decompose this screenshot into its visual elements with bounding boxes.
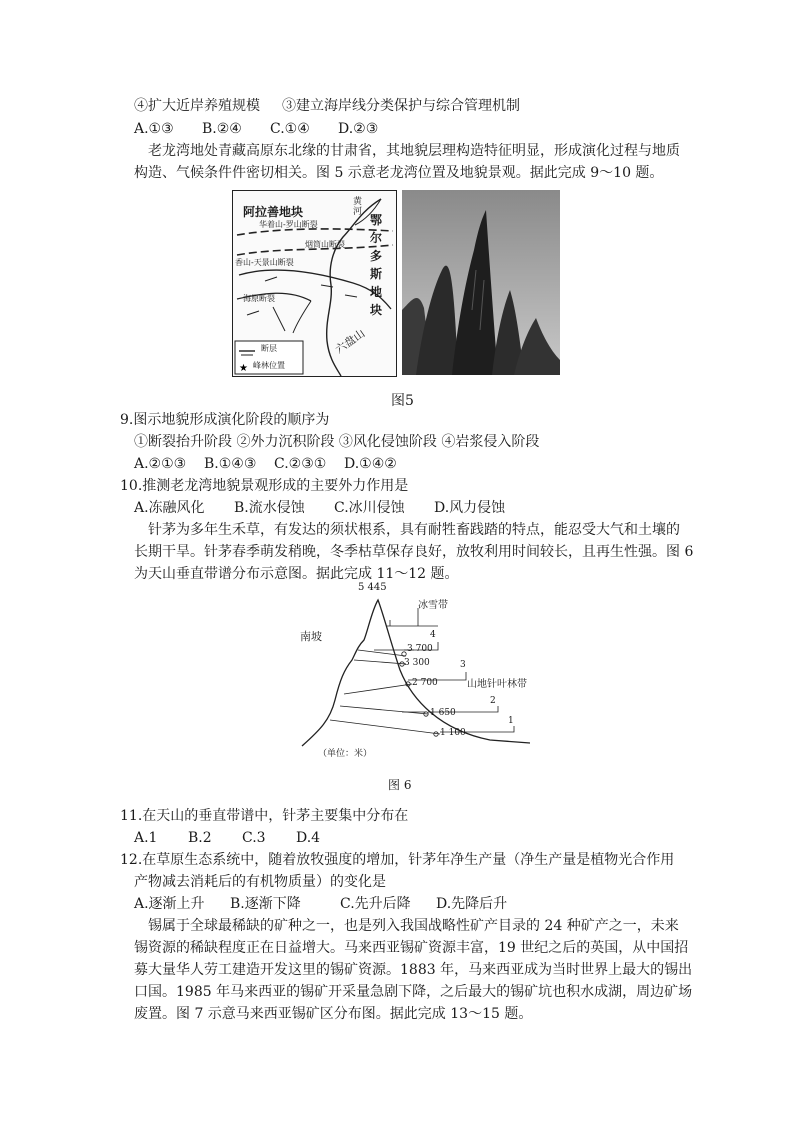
question-9-items: ①断裂抬升阶段 ②外力沉积阶段 ③风化侵蚀阶段 ④岩浆侵入阶段	[134, 434, 540, 450]
question-9-options: A.②①③ B.①④③ C.②③① D.①④②	[134, 456, 397, 472]
legend-label: 峰林位置	[253, 361, 285, 370]
passage-paragraph: 老龙湾地处青藏高原东北缘的甘肃省，其地貌层理构造特征明显，形成演化过程与地质	[148, 143, 680, 159]
question-9: 9.图示地貌形成演化阶段的顺序为	[120, 412, 330, 428]
altitude-label: 1 100	[440, 728, 466, 738]
question-12: 产物减去消耗后的有机物质量）的变化是	[134, 874, 386, 890]
passage-paragraph: 锡资源的稀缺程度正在日益增大。马来西亚锡矿资源丰富，19 世纪之后的英国，从中国招	[134, 940, 689, 956]
band-label: 冰雪带	[418, 600, 448, 611]
figure-6-diagram	[290, 580, 530, 770]
passage-paragraph: 构造、气候条件件密切相关。图 5 示意老龙湾位置及地貌景观。据此完成 9～10 题。	[134, 165, 664, 181]
peak-altitude: 5 445	[358, 582, 387, 593]
map-label: 阿拉善地块	[243, 205, 304, 219]
passage-paragraph: 针茅为多年生禾草，有发达的须状根系，具有耐牲畜践踏的特点，能忍受大气和土壤的	[148, 522, 680, 538]
altitude-label: 1 650	[430, 708, 456, 718]
map-label: 黄河	[353, 197, 363, 217]
band-number: 1	[508, 716, 514, 726]
altitude-label: 3 300	[404, 658, 430, 668]
altitude-label: 3 700	[407, 644, 433, 654]
star-icon: ★	[239, 363, 248, 374]
passage-paragraph: 长期干旱。针茅春季萌发稍晚，冬季枯草保存良好，放牧利用时间较长，且再生性强。图 6	[134, 544, 694, 560]
figure-5-photo	[402, 190, 560, 375]
question-10: 10.推测老龙湾地貌景观形成的主要外力作用是	[120, 478, 409, 494]
question-11: 11.在天山的垂直带谱中，针茅主要集中分布在	[120, 808, 409, 824]
map-label: 烟筒山断裂	[305, 240, 345, 249]
question-10-options: A.冻融风化 B.流水侵蚀 C.冰川侵蚀 D.风力侵蚀	[134, 500, 506, 516]
figure-5-map	[232, 190, 397, 377]
band-number: 2	[490, 696, 496, 706]
band-number: 3	[460, 660, 466, 670]
band-label: 山地针叶林带	[467, 679, 527, 690]
map-label: 六盘山	[332, 326, 368, 357]
unit-label: （单位：米）	[318, 749, 373, 759]
map-label: 海原断裂	[243, 294, 275, 303]
slope-label: 南坡	[300, 630, 322, 643]
legend-label: 断层	[261, 344, 277, 353]
passage-paragraph: 锡属于全球最稀缺的矿种之一，也是列入我国战略性矿产目录的 24 种矿产之一，未来	[148, 918, 679, 934]
map-label: 鄂尔多斯地块	[370, 213, 383, 317]
option-4-text: ④扩大近岸养殖规模 ③建立海岸线分类保护与综合管理机制	[134, 98, 520, 114]
figure-6-caption: 图 6	[388, 778, 412, 792]
passage-paragraph: 废置。图 7 示意马来西亚锡矿区分布图。据此完成 13～15 题。	[134, 1006, 533, 1022]
question-11-options: A.1 B.2 C.3 D.4	[134, 830, 321, 846]
passage-paragraph: 口国。1985 年马来西亚的锡矿开采量急剧下降，之后最大的锡矿坑也积水成湖，周边矿场	[134, 984, 693, 1000]
band-number: 4	[430, 630, 436, 640]
question-12: 12.在草原生态系统中，随着放牧强度的增加，针茅年净生产量（净生产量是植物光合作用	[120, 852, 675, 868]
map-label: 华着山-罗山断裂	[259, 220, 318, 229]
map-label: 香山-天景山断裂	[235, 258, 294, 267]
passage-paragraph: 为天山垂直带谱分布示意图。据此完成 11～12 题。	[134, 566, 459, 582]
question-12-options: A.逐渐上升 B.逐渐下降 C.先升后降 D.先降后升	[134, 896, 508, 912]
altitude-label: 2 700	[412, 678, 438, 688]
figure-5-caption: 图5	[391, 393, 414, 409]
passage-paragraph: 募大量华人劳工建造开发这里的锡矿资源。1883 年，马来西亚成为当时世界上最大的锡出	[134, 962, 693, 978]
answer-options-row: A.①③ B.②④ C.①④ D.②③	[134, 121, 379, 137]
